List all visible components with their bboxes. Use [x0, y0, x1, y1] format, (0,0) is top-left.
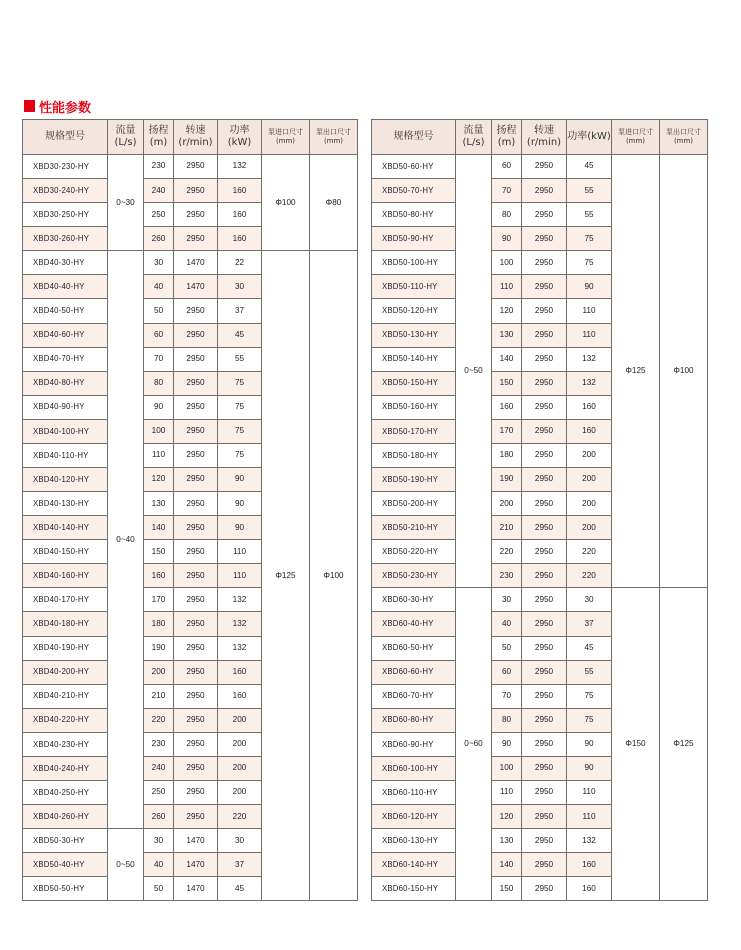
cell-power: 132 — [567, 829, 612, 853]
cell-head: 140 — [144, 516, 174, 540]
cell-model: XBD50-220-HY — [372, 540, 456, 564]
cell-model: XBD50-190-HY — [372, 468, 456, 492]
cell-head: 180 — [492, 443, 522, 467]
cell-model: XBD50-150-HY — [372, 371, 456, 395]
header-model: 规格型号 — [23, 120, 108, 155]
cell-speed: 2950 — [174, 323, 218, 347]
cell-head: 170 — [492, 419, 522, 443]
cell-power: 132 — [218, 588, 262, 612]
cell-power: 160 — [218, 227, 262, 251]
header-speed: 转速(r/min) — [522, 120, 567, 155]
cell-power: 75 — [567, 708, 612, 732]
cell-speed: 2950 — [174, 179, 218, 203]
cell-power: 110 — [567, 299, 612, 323]
cell-power: 22 — [218, 251, 262, 275]
cell-flow: 0~30 — [108, 155, 144, 251]
cell-model: XBD50-110-HY — [372, 275, 456, 299]
cell-power: 37 — [567, 612, 612, 636]
cell-flow: 0~60 — [456, 588, 492, 901]
table-body-left — [23, 155, 358, 901]
cell-model: XBD60-140-HY — [372, 853, 456, 877]
cell-power: 45 — [567, 155, 612, 179]
cell-speed: 1470 — [174, 853, 218, 877]
cell-power: 75 — [218, 419, 262, 443]
cell-speed: 1470 — [174, 877, 218, 901]
cell-speed: 2950 — [522, 323, 567, 347]
cell-power: 160 — [567, 853, 612, 877]
cell-power: 45 — [567, 636, 612, 660]
cell-power: 200 — [567, 516, 612, 540]
cell-speed: 1470 — [174, 275, 218, 299]
cell-inlet: Φ125 — [612, 155, 660, 588]
cell-inlet: Φ125 — [262, 251, 310, 901]
cell-power: 110 — [218, 564, 262, 588]
cell-model: XBD50-30-HY — [23, 829, 108, 853]
cell-model: XBD40-190-HY — [23, 636, 108, 660]
cell-model: XBD60-30-HY — [372, 588, 456, 612]
cell-speed: 2950 — [522, 588, 567, 612]
cell-speed: 2950 — [174, 588, 218, 612]
cell-speed: 2950 — [522, 275, 567, 299]
header-inlet: 泵进口尺寸(mm) — [262, 120, 310, 155]
cell-model: XBD40-90-HY — [23, 395, 108, 419]
cell-inlet: Φ100 — [262, 155, 310, 251]
header-head: 扬程(m) — [144, 120, 174, 155]
cell-model: XBD50-60-HY — [372, 155, 456, 179]
cell-speed: 2950 — [522, 419, 567, 443]
cell-speed: 2950 — [174, 756, 218, 780]
cell-head: 200 — [492, 492, 522, 516]
cell-model: XBD50-100-HY — [372, 251, 456, 275]
header-outlet: 泵出口尺寸(mm) — [310, 120, 358, 155]
cell-power: 200 — [567, 468, 612, 492]
cell-head: 260 — [144, 805, 174, 829]
cell-outlet: Φ80 — [310, 155, 358, 251]
cell-speed: 2950 — [522, 203, 567, 227]
cell-speed: 2950 — [522, 227, 567, 251]
cell-speed: 2950 — [522, 468, 567, 492]
cell-outlet: Φ100 — [310, 251, 358, 901]
cell-power: 132 — [218, 155, 262, 179]
cell-head: 80 — [492, 203, 522, 227]
cell-speed: 2950 — [522, 660, 567, 684]
cell-power: 45 — [218, 877, 262, 901]
cell-speed: 2950 — [174, 636, 218, 660]
cell-power: 132 — [218, 636, 262, 660]
cell-inlet: Φ150 — [612, 588, 660, 901]
cell-head: 110 — [492, 781, 522, 805]
cell-speed: 2950 — [174, 684, 218, 708]
cell-speed: 2950 — [522, 516, 567, 540]
cell-power: 90 — [218, 492, 262, 516]
cell-speed: 1470 — [174, 251, 218, 275]
cell-model: XBD50-160-HY — [372, 395, 456, 419]
cell-head: 260 — [144, 227, 174, 251]
cell-head: 30 — [492, 588, 522, 612]
cell-power: 200 — [218, 781, 262, 805]
cell-power: 220 — [567, 540, 612, 564]
cell-power: 132 — [218, 612, 262, 636]
cell-head: 60 — [492, 660, 522, 684]
table-body-right — [372, 155, 708, 901]
cell-speed: 2950 — [522, 636, 567, 660]
cell-power: 160 — [218, 203, 262, 227]
cell-model: XBD30-230-HY — [23, 155, 108, 179]
cell-head: 230 — [144, 155, 174, 179]
cell-power: 37 — [218, 853, 262, 877]
header-head: 扬程(m) — [492, 120, 522, 155]
table-header-row — [372, 120, 708, 155]
cell-model: XBD50-90-HY — [372, 227, 456, 251]
cell-power: 90 — [567, 275, 612, 299]
cell-power: 160 — [567, 419, 612, 443]
cell-power: 75 — [567, 251, 612, 275]
cell-head: 250 — [144, 203, 174, 227]
cell-speed: 2950 — [174, 564, 218, 588]
cell-head: 240 — [144, 756, 174, 780]
cell-head: 30 — [144, 251, 174, 275]
cell-speed: 2950 — [174, 708, 218, 732]
cell-power: 90 — [567, 756, 612, 780]
header-power: 功率(kW) — [567, 120, 612, 155]
header-inlet: 泵进口尺寸(mm) — [612, 120, 660, 155]
header-flow: 流量(L/s) — [108, 120, 144, 155]
cell-model: XBD60-90-HY — [372, 732, 456, 756]
cell-power: 55 — [218, 347, 262, 371]
cell-head: 70 — [144, 347, 174, 371]
cell-flow: 0~50 — [108, 829, 144, 901]
cell-speed: 2950 — [522, 612, 567, 636]
cell-speed: 2950 — [522, 829, 567, 853]
cell-head: 80 — [492, 708, 522, 732]
cell-speed: 2950 — [174, 419, 218, 443]
cell-model: XBD60-40-HY — [372, 612, 456, 636]
cell-model: XBD50-140-HY — [372, 347, 456, 371]
cell-model: XBD40-30-HY — [23, 251, 108, 275]
cell-power: 30 — [567, 588, 612, 612]
cell-power: 132 — [567, 371, 612, 395]
cell-speed: 2950 — [174, 395, 218, 419]
cell-head: 250 — [144, 781, 174, 805]
cell-head: 230 — [144, 732, 174, 756]
cell-power: 160 — [218, 660, 262, 684]
cell-head: 100 — [144, 419, 174, 443]
cell-power: 37 — [218, 299, 262, 323]
cell-head: 50 — [144, 877, 174, 901]
cell-speed: 2950 — [522, 684, 567, 708]
cell-power: 132 — [567, 347, 612, 371]
cell-speed: 2950 — [522, 756, 567, 780]
cell-power: 200 — [218, 708, 262, 732]
cell-power: 90 — [218, 516, 262, 540]
cell-speed: 2950 — [174, 347, 218, 371]
cell-head: 130 — [144, 492, 174, 516]
cell-model: XBD40-40-HY — [23, 275, 108, 299]
cell-head: 80 — [144, 371, 174, 395]
table-row — [372, 588, 708, 612]
cell-model: XBD50-170-HY — [372, 419, 456, 443]
cell-speed: 2950 — [522, 251, 567, 275]
cell-head: 100 — [492, 756, 522, 780]
cell-model: XBD60-150-HY — [372, 877, 456, 901]
cell-head: 30 — [144, 829, 174, 853]
cell-model: XBD40-120-HY — [23, 468, 108, 492]
cell-speed: 2950 — [522, 877, 567, 901]
cell-model: XBD40-60-HY — [23, 323, 108, 347]
cell-model: XBD60-120-HY — [372, 805, 456, 829]
cell-model: XBD40-170-HY — [23, 588, 108, 612]
cell-model: XBD40-240-HY — [23, 756, 108, 780]
cell-power: 75 — [218, 443, 262, 467]
cell-power: 75 — [218, 395, 262, 419]
cell-power: 160 — [567, 395, 612, 419]
cell-model: XBD40-200-HY — [23, 660, 108, 684]
cell-speed: 2950 — [174, 443, 218, 467]
header-power: 功率(kW) — [218, 120, 262, 155]
cell-power: 160 — [218, 684, 262, 708]
cell-head: 180 — [144, 612, 174, 636]
cell-power: 30 — [218, 829, 262, 853]
cell-model: XBD60-80-HY — [372, 708, 456, 732]
cell-model: XBD30-240-HY — [23, 179, 108, 203]
cell-model: XBD50-70-HY — [372, 179, 456, 203]
cell-head: 50 — [492, 636, 522, 660]
cell-speed: 2950 — [174, 540, 218, 564]
cell-head: 40 — [144, 853, 174, 877]
cell-head: 100 — [492, 251, 522, 275]
cell-power: 220 — [218, 805, 262, 829]
cell-model: XBD40-230-HY — [23, 732, 108, 756]
cell-head: 40 — [144, 275, 174, 299]
cell-model: XBD40-260-HY — [23, 805, 108, 829]
cell-head: 200 — [144, 660, 174, 684]
cell-speed: 2950 — [522, 564, 567, 588]
cell-power: 160 — [567, 877, 612, 901]
cell-head: 130 — [492, 829, 522, 853]
cell-outlet: Φ100 — [660, 155, 708, 588]
cell-speed: 2950 — [174, 660, 218, 684]
cell-model: XBD40-140-HY — [23, 516, 108, 540]
cell-speed: 1470 — [174, 829, 218, 853]
cell-power: 110 — [567, 805, 612, 829]
cell-speed: 2950 — [522, 347, 567, 371]
table-row — [23, 251, 358, 275]
cell-head: 170 — [144, 588, 174, 612]
cell-power: 75 — [567, 684, 612, 708]
cell-speed: 2950 — [174, 805, 218, 829]
cell-head: 110 — [492, 275, 522, 299]
cell-model: XBD50-120-HY — [372, 299, 456, 323]
header-speed: 转速(r/min) — [174, 120, 218, 155]
cell-head: 240 — [144, 179, 174, 203]
cell-model: XBD30-260-HY — [23, 227, 108, 251]
cell-power: 55 — [567, 179, 612, 203]
cell-outlet: Φ125 — [660, 588, 708, 901]
cell-speed: 2950 — [522, 853, 567, 877]
cell-model: XBD60-60-HY — [372, 660, 456, 684]
cell-head: 120 — [492, 299, 522, 323]
cell-model: XBD50-200-HY — [372, 492, 456, 516]
cell-speed: 2950 — [522, 781, 567, 805]
cell-model: XBD60-100-HY — [372, 756, 456, 780]
cell-model: XBD40-250-HY — [23, 781, 108, 805]
cell-speed: 2950 — [522, 708, 567, 732]
cell-head: 220 — [144, 708, 174, 732]
cell-model: XBD50-230-HY — [372, 564, 456, 588]
cell-model: XBD50-180-HY — [372, 443, 456, 467]
cell-power: 200 — [218, 756, 262, 780]
cell-head: 230 — [492, 564, 522, 588]
table-row — [372, 155, 708, 179]
cell-head: 50 — [144, 299, 174, 323]
cell-speed: 2950 — [174, 732, 218, 756]
cell-head: 210 — [492, 516, 522, 540]
table-row — [23, 155, 358, 179]
header-model: 规格型号 — [372, 120, 456, 155]
cell-head: 150 — [144, 540, 174, 564]
cell-head: 130 — [492, 323, 522, 347]
cell-power: 55 — [567, 660, 612, 684]
cell-speed: 2950 — [522, 371, 567, 395]
cell-speed: 2950 — [174, 612, 218, 636]
cell-speed: 2950 — [522, 492, 567, 516]
cell-head: 70 — [492, 684, 522, 708]
cell-model: XBD40-130-HY — [23, 492, 108, 516]
cell-head: 150 — [492, 877, 522, 901]
cell-head: 110 — [144, 443, 174, 467]
cell-head: 90 — [492, 227, 522, 251]
cell-model: XBD60-50-HY — [372, 636, 456, 660]
cell-speed: 2950 — [522, 299, 567, 323]
cell-speed: 2950 — [174, 155, 218, 179]
cell-model: XBD30-250-HY — [23, 203, 108, 227]
cell-flow: 0~40 — [108, 251, 144, 829]
cell-power: 160 — [218, 179, 262, 203]
cell-speed: 2950 — [174, 227, 218, 251]
cell-model: XBD60-70-HY — [372, 684, 456, 708]
cell-head: 160 — [492, 395, 522, 419]
cell-speed: 2950 — [522, 179, 567, 203]
cell-head: 120 — [144, 468, 174, 492]
cell-power: 200 — [218, 732, 262, 756]
cell-model: XBD40-50-HY — [23, 299, 108, 323]
cell-speed: 2950 — [174, 203, 218, 227]
cell-power: 110 — [567, 323, 612, 347]
cell-model: XBD40-70-HY — [23, 347, 108, 371]
cell-head: 160 — [144, 564, 174, 588]
cell-head: 90 — [144, 395, 174, 419]
cell-head: 60 — [144, 323, 174, 347]
cell-head: 210 — [144, 684, 174, 708]
cell-power: 75 — [567, 227, 612, 251]
cell-model: XBD50-80-HY — [372, 203, 456, 227]
cell-power: 110 — [218, 540, 262, 564]
cell-model: XBD40-180-HY — [23, 612, 108, 636]
heading-square-icon — [24, 100, 35, 112]
cell-power: 45 — [218, 323, 262, 347]
header-outlet: 泵出口尺寸(mm) — [660, 120, 708, 155]
cell-model: XBD40-110-HY — [23, 443, 108, 467]
cell-speed: 2950 — [522, 443, 567, 467]
table-header-row — [23, 120, 358, 155]
cell-power: 55 — [567, 203, 612, 227]
cell-model: XBD50-50-HY — [23, 877, 108, 901]
cell-model: XBD40-80-HY — [23, 371, 108, 395]
header-flow: 流量(L/s) — [456, 120, 492, 155]
cell-model: XBD40-150-HY — [23, 540, 108, 564]
cell-speed: 2950 — [522, 540, 567, 564]
performance-table-right — [371, 119, 708, 901]
cell-head: 190 — [492, 468, 522, 492]
cell-flow: 0~50 — [456, 155, 492, 588]
cell-model: XBD40-100-HY — [23, 419, 108, 443]
cell-model: XBD60-130-HY — [372, 829, 456, 853]
cell-head: 190 — [144, 636, 174, 660]
cell-model: XBD50-210-HY — [372, 516, 456, 540]
cell-power: 110 — [567, 781, 612, 805]
cell-model: XBD40-160-HY — [23, 564, 108, 588]
cell-model: XBD40-210-HY — [23, 684, 108, 708]
cell-head: 40 — [492, 612, 522, 636]
cell-power: 75 — [218, 371, 262, 395]
cell-speed: 2950 — [522, 155, 567, 179]
cell-model: XBD50-130-HY — [372, 323, 456, 347]
cell-head: 70 — [492, 179, 522, 203]
cell-head: 90 — [492, 732, 522, 756]
section-heading — [24, 97, 91, 115]
cell-power: 90 — [567, 732, 612, 756]
cell-head: 120 — [492, 805, 522, 829]
cell-speed: 2950 — [174, 516, 218, 540]
cell-power: 200 — [567, 492, 612, 516]
cell-speed: 2950 — [174, 371, 218, 395]
cell-model: XBD60-110-HY — [372, 781, 456, 805]
cell-speed: 2950 — [174, 781, 218, 805]
cell-power: 200 — [567, 443, 612, 467]
cell-speed: 2950 — [522, 805, 567, 829]
cell-speed: 2950 — [174, 299, 218, 323]
cell-head: 140 — [492, 347, 522, 371]
cell-speed: 2950 — [174, 468, 218, 492]
cell-head: 60 — [492, 155, 522, 179]
cell-power: 220 — [567, 564, 612, 588]
cell-head: 150 — [492, 371, 522, 395]
performance-table-left — [22, 119, 358, 901]
cell-head: 220 — [492, 540, 522, 564]
section-title: 性能参数 — [39, 100, 92, 116]
cell-head: 140 — [492, 853, 522, 877]
cell-model: XBD40-220-HY — [23, 708, 108, 732]
cell-speed: 2950 — [522, 395, 567, 419]
cell-power: 30 — [218, 275, 262, 299]
cell-power: 90 — [218, 468, 262, 492]
cell-model: XBD50-40-HY — [23, 853, 108, 877]
cell-speed: 2950 — [174, 492, 218, 516]
cell-speed: 2950 — [522, 732, 567, 756]
